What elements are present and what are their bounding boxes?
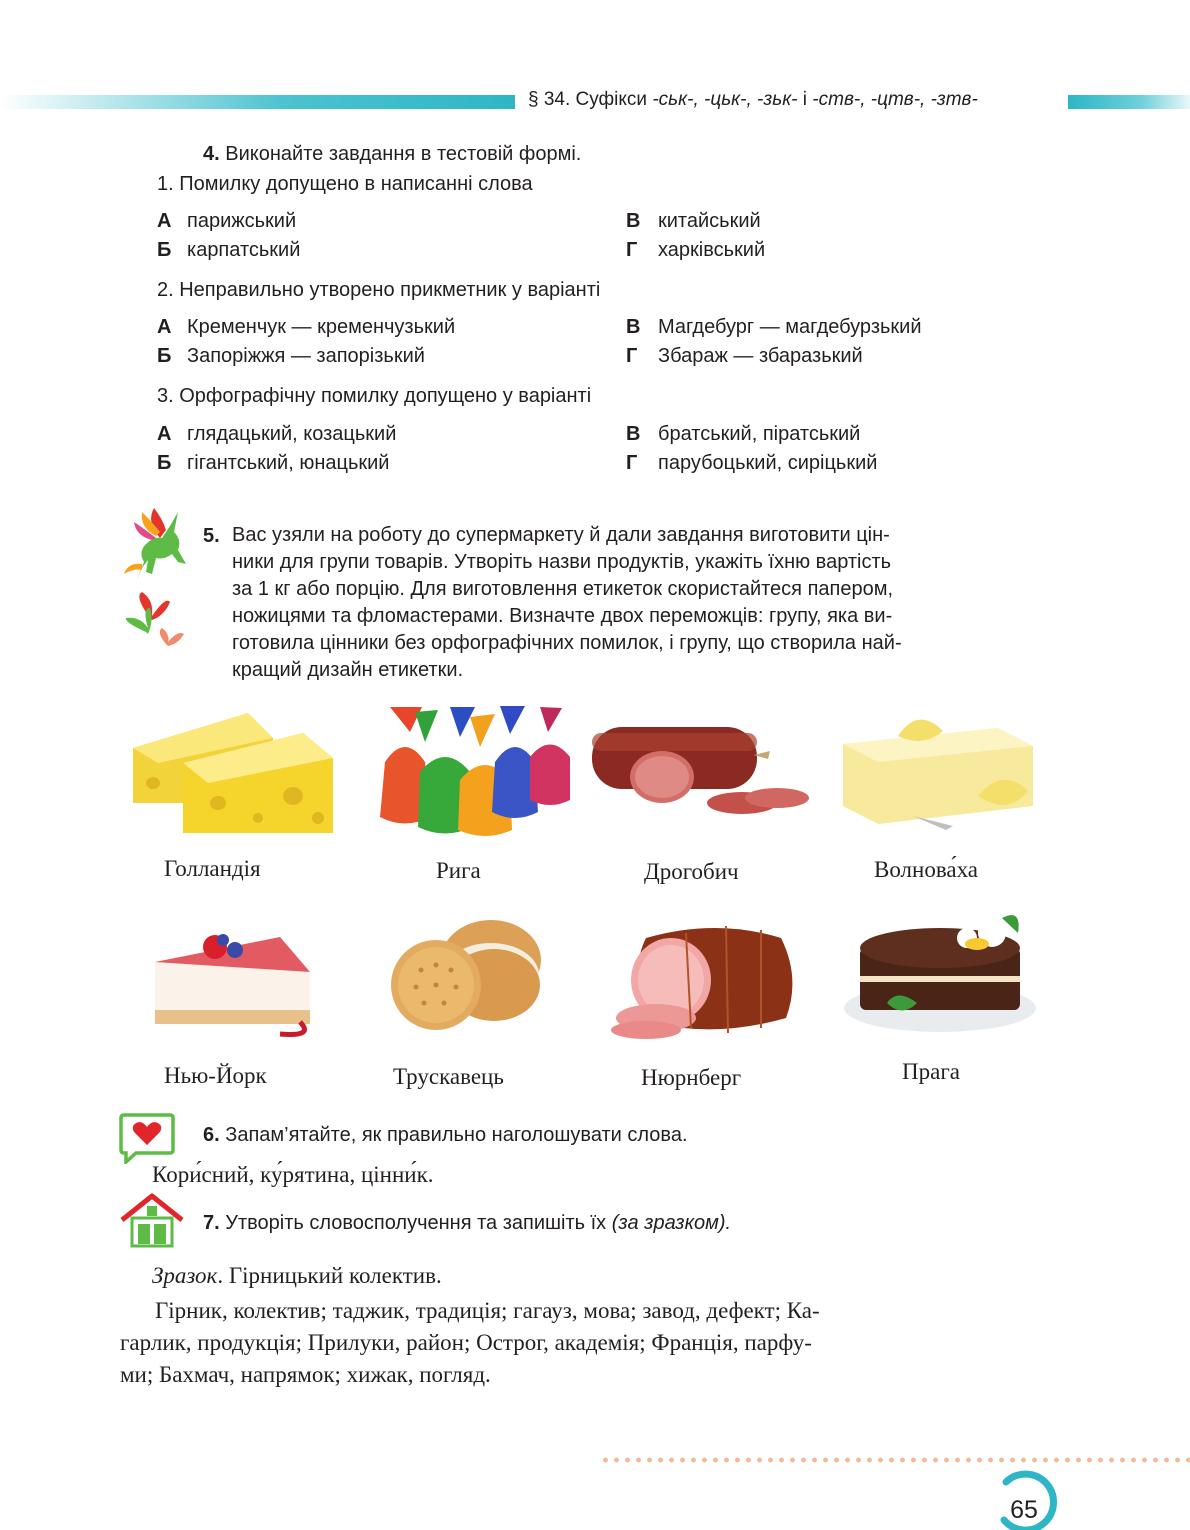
ham-icon — [606, 918, 800, 1043]
header-section: § 34. Суфікси — [528, 89, 648, 110]
page-number: 65 — [1010, 1496, 1038, 1524]
cake-icon — [842, 908, 1040, 1036]
task4-title: Виконайте завдання в тестовій формі. — [225, 143, 582, 165]
option-letter: Г — [626, 239, 638, 261]
option-text: братський, піратський — [658, 423, 861, 445]
task5-number: 5. — [203, 525, 220, 547]
task5-line: за 1 кг або порцію. Для виготовлення етикеток скористайтеся папером, — [232, 578, 894, 600]
option-letter: Г — [626, 452, 638, 474]
option-text: парижський — [187, 210, 297, 232]
product-caption: Прага — [902, 1059, 960, 1084]
task7-line: гарлик, продукція; Прилуки, район; Острог, академія; Франція, парфу- — [120, 1330, 812, 1355]
task7-number: 7. — [203, 1212, 220, 1234]
option-letter: В — [626, 316, 641, 338]
option-text: карпатський — [187, 239, 301, 261]
option-text: парубоцький, сиріцький — [658, 452, 878, 474]
product-caption: Нюрнберг — [641, 1065, 742, 1090]
task6-words: Кори́сний, ку́рятина, цінни́к. — [152, 1162, 434, 1187]
task6-title: Запам’ятайте, як правильно наголошувати слова. — [225, 1124, 688, 1146]
header-suffixes-2: -ств-, -цтв-, -зтв- — [812, 89, 978, 110]
sausage-icon — [592, 715, 814, 825]
task7-example-text: . Гірницький колектив. — [217, 1263, 442, 1288]
product-caption: Трускавець — [393, 1064, 504, 1089]
option-letter: Б — [157, 239, 172, 261]
option-text: Запоріжжя — запорізький — [187, 345, 425, 367]
butter-icon — [838, 706, 1038, 836]
option-letter: В — [626, 210, 641, 232]
task5-line: ножицями та фломастерами. Визначте двох переможців: групу, яка ви- — [232, 605, 893, 627]
option-text: харківський — [658, 239, 766, 261]
cookies-icon — [386, 915, 546, 1035]
product-caption: Нью-Йорк — [164, 1063, 267, 1088]
task4-heading — [203, 142, 581, 166]
option-letter: А — [157, 423, 172, 445]
question-2: 2. Неправильно утворено прикметник у варіанті — [157, 279, 601, 301]
task7-line: ми; Бахмач, напрямок; хижак, погляд. — [120, 1362, 491, 1387]
question-3: 3. Орфографічну помилку допущено у варіанті — [157, 385, 592, 407]
task5-paragraph — [232, 522, 1002, 684]
option-text: Збараж — збаразький — [658, 345, 863, 367]
cheese-icon — [128, 708, 338, 838]
task5-line: ники для групи товарів. Утворіть назви продуктів, укажіть їхню вартість — [232, 551, 892, 573]
header-bar-right — [1068, 95, 1190, 109]
option-letter: А — [157, 210, 172, 232]
option-letter: Б — [157, 452, 172, 474]
footer-dots — [600, 1456, 1190, 1464]
cheesecake-icon — [150, 912, 318, 1047]
running-header — [528, 89, 978, 111]
task7-line: Гірник, колектив; таджик, традиція; гагауз, мова; завод, дефект; Ка- — [155, 1298, 820, 1323]
question-1: 1. Помилку допущено в написанні слова — [157, 173, 533, 195]
task4-number: 4. — [203, 143, 220, 165]
task7-example-label: Зразок — [152, 1263, 218, 1288]
option-text: Магдебург — магдебурзький — [658, 316, 922, 338]
task7-heading — [203, 1211, 731, 1235]
product-caption: Дрогобич — [644, 859, 739, 884]
header-suffixes-1: -ськ-, -цьк-, -зьк- — [652, 89, 798, 110]
header-bar-left — [0, 95, 515, 109]
product-caption: Рига — [436, 858, 481, 883]
option-text: китайський — [658, 210, 761, 232]
option-letter: В — [626, 423, 641, 445]
task5-line: Вас узяли на роботу до супермаркету й дали завдання виготовити цін- — [232, 524, 890, 546]
option-text: гігантський, юнацький — [187, 452, 390, 474]
task7-title: Утворіть словосполучення та запишіть їх — [225, 1212, 607, 1234]
task6-heading — [203, 1123, 688, 1147]
task7-example — [152, 1259, 442, 1293]
butterflies-icon — [120, 588, 190, 658]
option-text: Кременчук — кременчузький — [187, 316, 456, 338]
heart-speech-icon — [118, 1112, 176, 1164]
option-letter: Г — [626, 345, 638, 367]
task5-line: кращий дизайн етикетки. — [232, 659, 464, 681]
product-caption: Голландія — [164, 856, 261, 881]
product-caption: Волнова́ха — [874, 857, 978, 882]
task5-line: готовила цінники без орфографічних помилок, і групу, що створила най- — [232, 632, 902, 654]
option-letter: А — [157, 316, 172, 338]
option-letter: Б — [157, 345, 172, 367]
task7-note: (за зразком). — [611, 1212, 732, 1234]
candies-icon — [380, 702, 575, 842]
task6-number: 6. — [203, 1124, 220, 1146]
header-conj: і — [802, 89, 808, 110]
unicorn-icon — [116, 502, 196, 592]
option-text: глядацький, козацький — [187, 423, 397, 445]
house-icon — [118, 1192, 186, 1250]
